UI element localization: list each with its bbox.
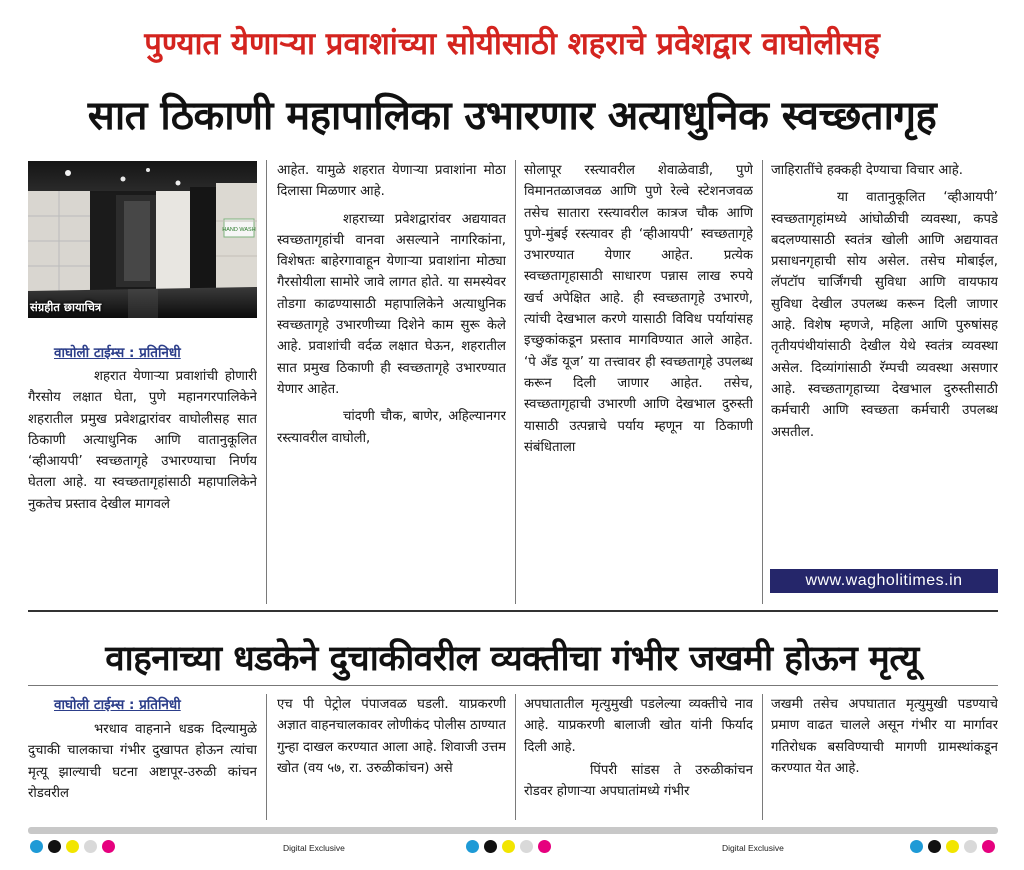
headline-underline <box>28 685 998 686</box>
column-divider <box>762 160 763 604</box>
color-dot <box>48 840 61 853</box>
article1-kicker: पुण्यात येणाऱ्या प्रवाशांच्या सोयीसाठी शहराचे प्रवेशद्वार वाघोलीसह <box>144 26 880 62</box>
article1-col2-para1: आहेत. यामुळे शहरात येणाऱ्या प्रवाशांना मोठा दिलासा मिळणार आहे. <box>277 163 506 200</box>
footer-bar <box>28 827 998 834</box>
article1-col4-para2: या वातानुकूलित ‘व्हीआयपी’ स्वच्छतागृहांमध्ये आंघोळीची व्यवस्था, कपडे बदलण्यासाठी स्वतंत्र खोली आणि अद्ययावत प्रसाधनगृहाची सोय असेल. तसेच मोबाईल, लॅपटॉप चार्जिंगची सुविधा आणि वायफाय सुविधा देखील उपलब्ध करून दिली जाणार आहे. विशेष म्हणजे, महिला आणि पुरुषांसह तृतीयपंथीयांसाठी देखील येथे स्वतंत्र व्यवस्था असेल. दिव्यांगांसाठी रॅम्पची व्यवस्था असणार आहे. स्वच्छतागृहाच्या देखभाल दुरुस्तीसाठी कर्मचारी आणि स्वच्छता कर्मचारी उपलब्ध असतील. <box>771 190 998 440</box>
article2-col3-para1: अपघातातील मृत्युमुखी पडलेल्या व्यक्तीचे नाव आहे. याप्रकरणी बालाजी खोत यांनी फिर्याद दिली आहे. <box>524 697 753 755</box>
article1-column-4 <box>771 160 998 564</box>
article1-col2-para3: चांदणी चौक, बाणेर, अहिल्यानगर रस्त्यावरील वाघोली, <box>277 409 506 446</box>
article1-col3-text: सोलापूर रस्त्यावरील शेवाळेवाडी, पुणे विमानतळाजवळ आणि पुणे रेल्वे स्टेशनजवळ तसेच सातारा रस्त्यावरील कात्रज चौक आणि पुणे-मुंबई रस्त्यावर ही ‘व्हीआयपी’ स्वच्छतागृहे उभारण्यात येणार आहेत. प्रत्येक स्वच्छतागृहासाठी साधारण पन्नास लाख रुपये खर्च अपेक्षित आहे. ही स्वच्छतागृहे उभारणे, त्यांची देखभाल करणे यासाठी विविध पर्यायांसह इच्छुकांकडून प्रस्ताव मागविण्यात आले आहेत. ‘पे अँड यूज’ या तत्त्वावर ही स्वच्छतागृहे उपलब्ध करून दिली जाणार आहेत. तसेच, स्वच्छतागृहाची उभारणी आणि देखभाल दुरुस्ती यासाठी उत्पन्नाचे पर्याय म्हणून या ठिकाणी संबंधिताला <box>524 163 753 455</box>
article1-column-2 <box>277 160 506 606</box>
color-dot <box>502 840 515 853</box>
article2-column-1 <box>28 719 257 821</box>
color-dot <box>484 840 497 853</box>
column-divider <box>515 160 516 604</box>
article2-column-2 <box>277 694 506 822</box>
article1-headline: सात ठिकाणी महापालिका उभारणार अत्याधुनिक स्वच्छतागृह <box>87 93 937 139</box>
column-divider <box>762 694 763 820</box>
article2-col2-text: एच पी पेट्रोल पंपाजवळ घडली. याप्रकरणी अज्ञात वाहनचालकावर लोणीकंद पोलीस ठाण्यात गुन्हा दाखल करण्यात आला आहे. शिवाजी उत्तम खोत (वय ५७, रा. उरुळीकांचन) असे <box>277 697 506 776</box>
article2-col4-text: जखमी तसेच अपघातात मृत्युमुखी पडण्याचे प्रमाण वाढत चालले असून गंभीर या मार्गावर गतिरोधक बसविण्याची मागणी ग्रामस्थांकडून करण्यात येत आहे. <box>771 697 998 776</box>
article2-col1-text: भरधाव वाहनाने धडक दिल्यामुळे दुचाकी चालकाचा गंभीर दुखापत होऊन त्यांचा मृत्यू झाल्याची घटना अष्टापूर-उरुळी कांचन रोडवरील <box>28 722 257 801</box>
registration-marks-right <box>910 840 995 854</box>
section-divider <box>28 610 998 612</box>
color-dot <box>946 840 959 853</box>
footer-label-right: Digital Exclusive <box>722 843 784 853</box>
color-dot <box>964 840 977 853</box>
article1-column-1 <box>28 366 257 606</box>
article2-column-4 <box>771 694 998 822</box>
footer-label-center: Digital Exclusive <box>283 843 345 853</box>
color-dot <box>982 840 995 853</box>
color-dot <box>84 840 97 853</box>
website-link[interactable]: www.wagholitimes.in <box>770 569 998 593</box>
article2-byline: वाघोली टाईम्स : प्रतिनिधी <box>54 697 181 713</box>
color-dot <box>538 840 551 853</box>
restroom-interior-image <box>28 161 257 318</box>
color-dot <box>30 840 43 853</box>
registration-marks-left <box>30 840 115 854</box>
article1-col4-para1: जाहिरातींचे हक्कही देण्याचा विचार आहे. <box>771 163 963 178</box>
color-dot <box>928 840 941 853</box>
color-dot <box>102 840 115 853</box>
article1-col2-para2: शहराच्या प्रवेशद्वारांवर अद्ययावत स्वच्छतागृहांची वानवा असल्याने नागरिकांना, विशेषतः बाहेरगावाहून येणाऱ्या प्रवाशांना मोठ्या गैरसोयीला सामोरे जावे लागत होते. या समस्येवर तोडगा काढण्यासाठी महापालिकेने अत्याधुनिक स्वच्छतागृहे उभारणीच्या दिशेने काम सुरू केले आहे. प्रवाशांची वर्दळ लक्षात घेऊन, शहरातील सात प्रमुख ठिकाणी ही स्वच्छतागृहे उभारण्यात येणार आहेत. <box>277 211 506 397</box>
color-dot <box>466 840 479 853</box>
article1-byline: वाघोली टाईम्स : प्रतिनिधी <box>54 345 181 361</box>
article1-photo <box>28 161 257 318</box>
column-divider <box>266 160 267 604</box>
article2-headline: वाहनाच्या धडकेने दुचाकीवरील व्यक्तीचा गंभीर जखमी होऊन मृत्यू <box>105 639 919 679</box>
color-dot <box>66 840 79 853</box>
article2-column-3 <box>524 694 753 822</box>
column-divider <box>266 694 267 820</box>
article1-column-3 <box>524 160 753 606</box>
color-dot <box>910 840 923 853</box>
photo-caption: संग्रहीत छायाचित्र <box>30 300 102 314</box>
article2-col3-para2: पिंपरी सांडस ते उरुळीकांचन रोडवर होणाऱ्या अपघातांमध्ये गंभीर <box>524 762 753 800</box>
color-dot <box>520 840 533 853</box>
hand-wash-sign: HAND WASH <box>222 227 256 233</box>
article1-col1-text: शहरात येणाऱ्या प्रवाशांची होणारी गैरसोय लक्षात घेता, पुणे महानगरपालिकेने शहरातील प्रमुख प्रवेशद्वारांवर वाघोलीसह सात ठिकाणी अत्याधुनिक आणि वातानुकूलित ‘व्हीआयपी’ स्वच्छतागृहे उभारण्याचा निर्णय घेतला आहे. या स्वच्छतागृहांसाठी महापालिकेने नुकतेच प्रस्ताव देखील मागवले <box>28 369 257 512</box>
registration-marks-center <box>466 840 551 854</box>
column-divider <box>515 694 516 820</box>
